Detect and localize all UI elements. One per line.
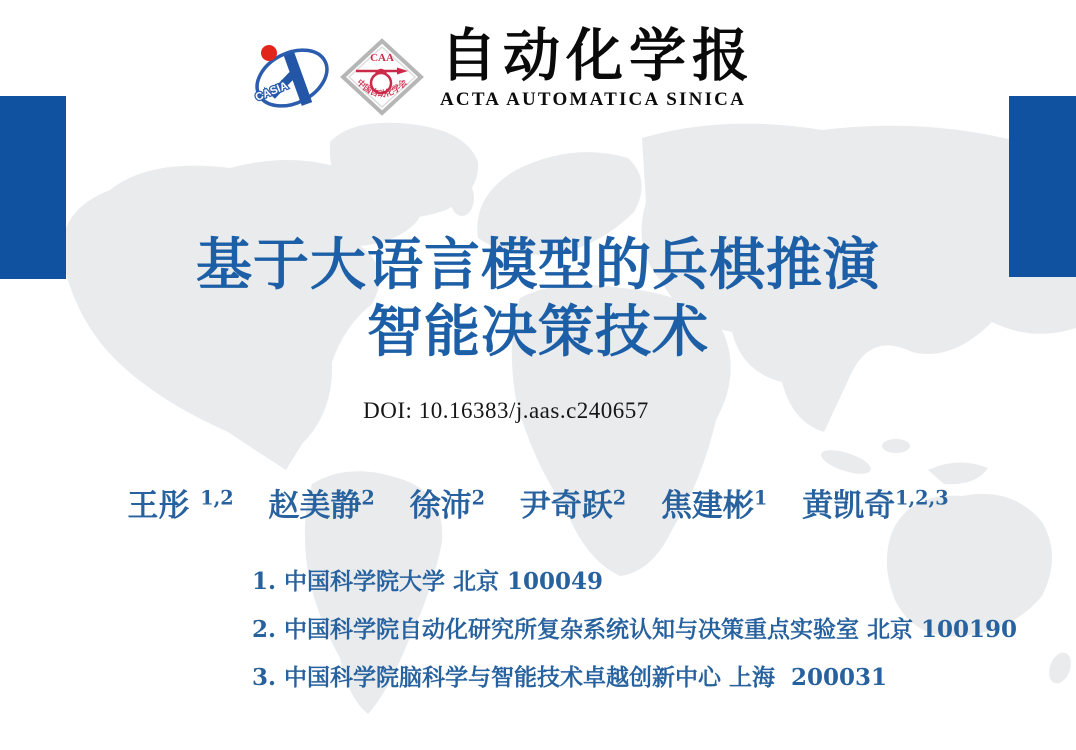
doi-text: DOI: 10.16383/j.aas.c240657 [363,398,649,423]
author [520,488,626,524]
casia-logo-label: CASIA [253,79,290,104]
paper-title-line2: 智能决策技术 [367,300,709,365]
author-affil-sup: 2 [471,486,485,510]
journal-title-block [440,23,755,111]
author-affil-sup: 1,2,3 [895,486,949,510]
author-name: 王彤 [127,488,201,524]
caa-logo-label: CAA [370,52,394,64]
affiliation-3: 3. 中国科学院脑科学与智能技术卓越创新中心 上海 200031 [252,664,888,691]
author-name: 徐沛 [409,488,472,524]
author-affil-sup: 1,2 [200,486,234,510]
author-affil-sup: 2 [361,486,375,510]
journal-title-zh: 自动化学报 [440,23,755,89]
journal-title-en: ACTA AUTOMATICA SINICA [440,89,747,110]
author [802,488,948,524]
author-affil-sup: 2 [612,486,627,510]
author [410,488,485,524]
affiliation-2: 2. 中国科学院自动化研究所复杂系统认知与决策重点实验室 北京 100190 [252,616,1018,643]
author-list [0,480,1076,525]
casia-logo-icon [250,36,334,116]
author [127,488,233,524]
author-name: 尹奇跃 [519,488,613,524]
author [268,488,374,524]
affiliation-list [252,570,1017,714]
journal-masthead [250,23,755,118]
author-name: 黄凯奇 [802,488,896,524]
caa-society-label: 中国自动化学会 [354,77,410,100]
author-name: 焦建彬 [660,488,754,524]
affiliation-1: 1. 中国科学院大学 北京 100049 [252,568,604,595]
author-name: 赵美静 [268,488,362,524]
author [661,488,767,524]
paper-title [0,232,1076,366]
caa-logo-icon [340,38,424,118]
paper-title-line1: 基于大语言模型的兵棋推演 [196,233,880,298]
author-affil-sup: 1 [753,486,768,510]
